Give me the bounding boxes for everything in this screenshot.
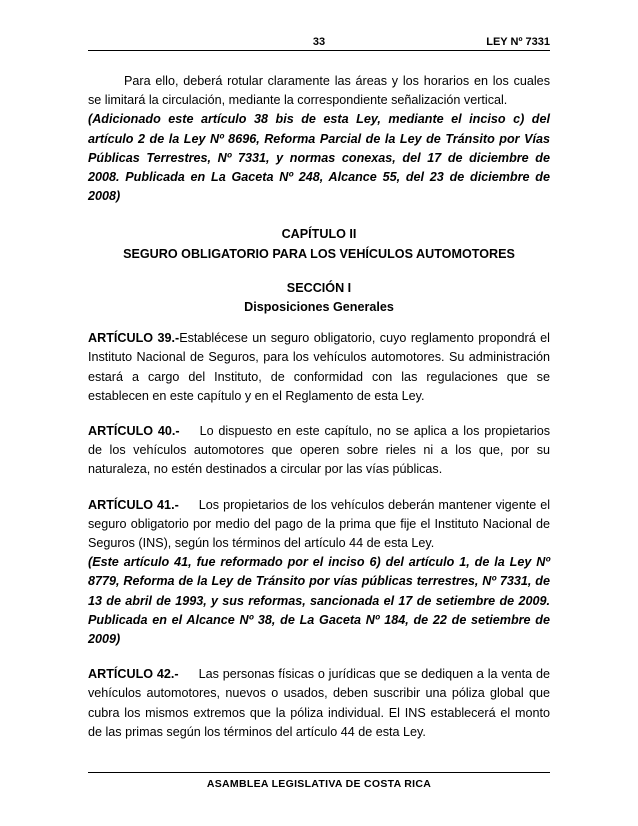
section-subtitle: Disposiciones Generales [244, 300, 394, 315]
chapter-title: CAPÍTULO II [281, 227, 357, 242]
article-42 [88, 665, 550, 742]
article-label: ARTÍCULO 41.- [88, 497, 179, 512]
amendment-note: (Este artículo 41, fue reformado por el inciso 6) del artículo 1, de la Ley Nº 8779, Reforma de la Ley de Tránsito por vías públicas terrestres, Nº 7331, de 13 de abril de 1993, y sus reformas, sancionada el 17 de setiembre de 2009. Publicada en el Alcance Nº 38, de La Gaceta Nº 184, de 22 de setiembre de 2009) [88, 555, 550, 647]
intro-paragraph: Para ello, deberá rotular claramente las áreas y los horarios en los cuales se limitará la circulación, mediante la correspondiente señalización vertical. [88, 74, 550, 108]
article-39 [88, 329, 550, 406]
chapter-subtitle: SEGURO OBLIGATORIO PARA LOS VEHÍCULOS AUTOMOTORES [123, 246, 515, 261]
page-header [88, 28, 550, 50]
article-text: Establécese un seguro obligatorio, cuyo reglamento propondrá el Instituto Nacional de Seguros, para los vehículos automotores. Su administración estará a cargo del Instituto, de conformidad con las regulaciones que se establecen en este capítulo y en el Reglamento de esta Ley. [88, 331, 550, 403]
article-label: ARTÍCULO 39.- [88, 331, 180, 346]
footer-rule [88, 772, 550, 773]
article-label: ARTÍCULO 40.- [88, 424, 180, 439]
amendment-note: (Adicionado este artículo 38 bis de esta Ley, mediante el inciso c) del artículo 2 de la Ley Nº 8696, Reforma Parcial de la Ley de Tránsito por Vías Públicas Terrestres, Nº 7331, y normas conexas, del 17 de diciembre de 2008. Publicada en La Gaceta Nº 248, Alcance 55, del 23 de diciembre de 2008) [88, 112, 550, 204]
article-40 [88, 422, 550, 480]
article-text: Las personas físicas o jurídicas que se dediquen a la venta de vehículos automotores, nuevos o usados, deben suscribir una póliza global que cubra los mismos extremos que la póliza individual. El INS establecerá el monto de las primas según los términos del artículo 44 de esta Ley. [88, 667, 550, 739]
article-text: Los propietarios de los vehículos deberán mantener vigente el seguro obligatorio por medio del pago de la prima que fije el Instituto Nacional de Seguros (INS), según los términos del artículo 44 de esta Ley. [88, 497, 550, 551]
article-label: ARTÍCULO 42.- [88, 667, 179, 682]
article-text: Lo dispuesto en este capítulo, no se aplica a los propietarios de los vehículos automotores que operen sobre rieles ni a los que, por su naturaleza, no estén destinados a circular por las vías públicas. [88, 424, 550, 477]
header-rule [88, 50, 550, 51]
law-reference: LEY Nº 7331 [486, 36, 550, 48]
section-title: SECCIÓN I [286, 280, 352, 295]
article-41 [88, 496, 550, 554]
page-footer: ASAMBLEA LEGISLATIVA DE COSTA RICA [206, 778, 432, 790]
document-body [88, 72, 550, 742]
page-number: 33 [312, 36, 326, 48]
